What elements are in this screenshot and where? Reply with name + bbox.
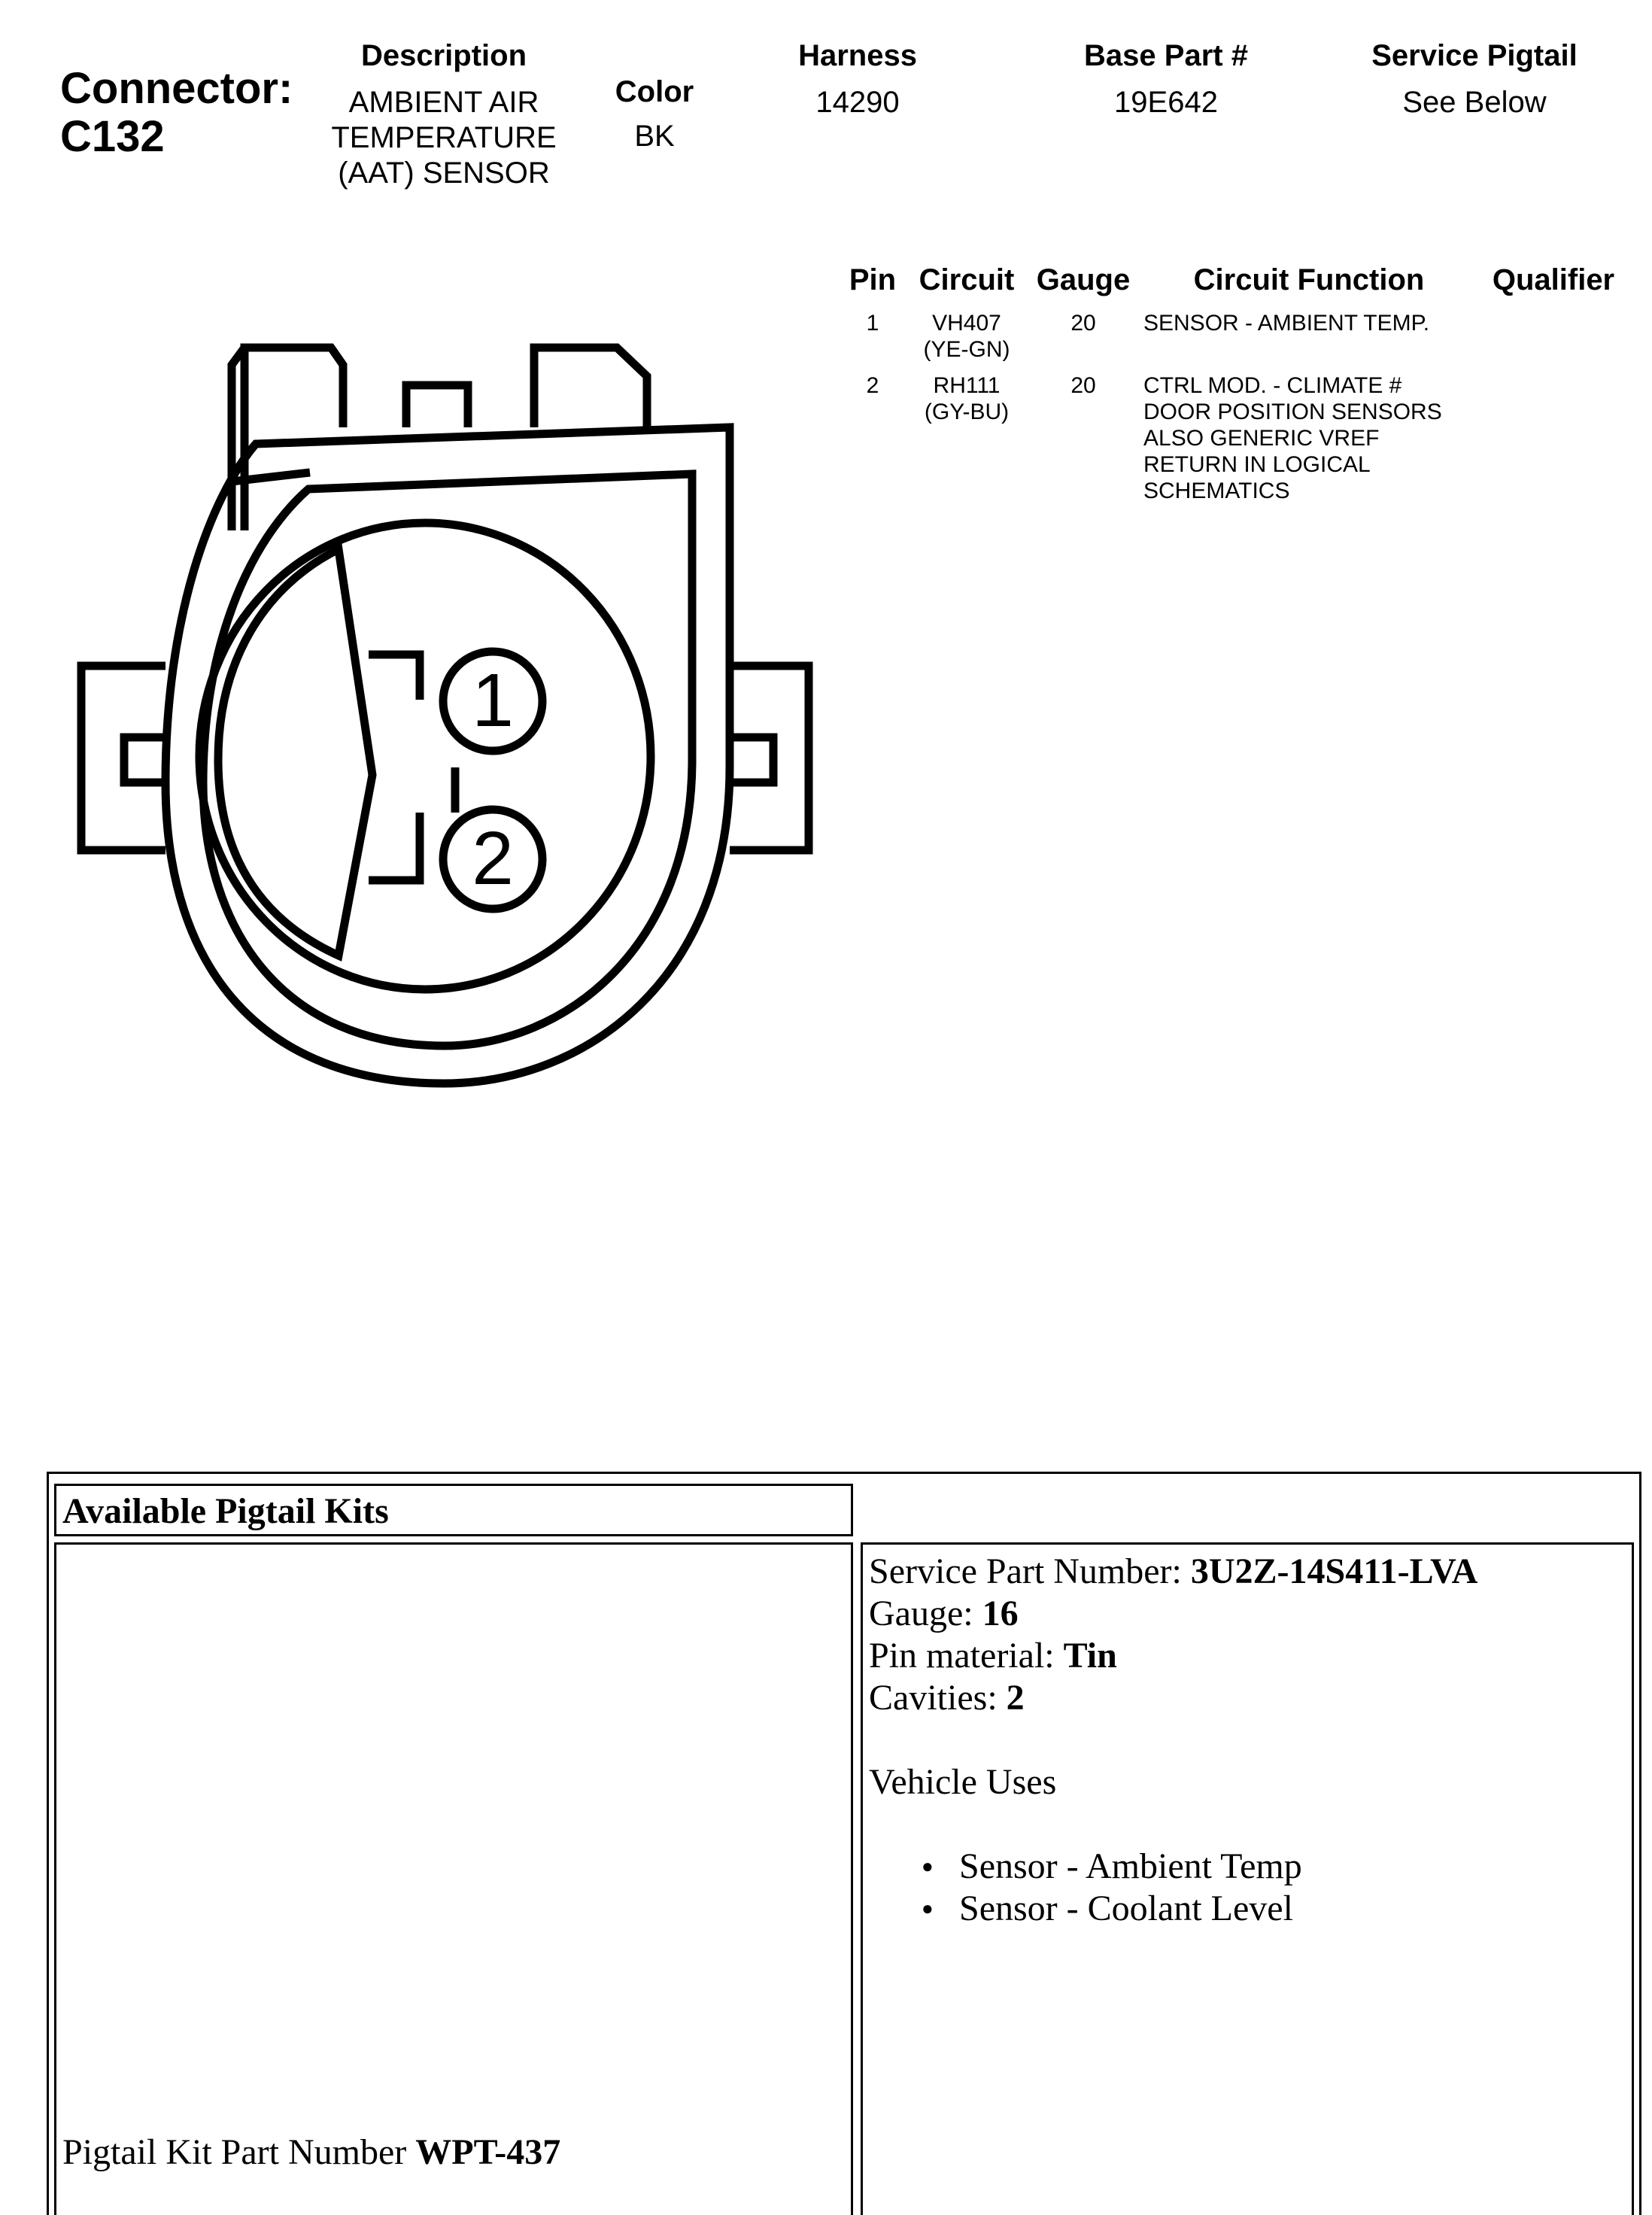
function-line: DOOR POSITION SENSORS (1143, 400, 1442, 424)
description-line: TEMPERATURE (331, 121, 557, 154)
cavities-row (869, 1677, 1621, 1719)
service-pigtail-value: See Below (1402, 86, 1547, 119)
vehicle-uses-label: Vehicle Uses (869, 1762, 1057, 1802)
right-ear-slot (730, 737, 773, 782)
inner-housing (203, 474, 692, 1046)
pin-2-label: 2 (472, 816, 514, 901)
description-line: AMBIENT AIR (348, 86, 539, 119)
function-line: CTRL MOD. - CLIMATE # (1143, 373, 1402, 398)
list-item: ● Sensor - Coolant Level (914, 1888, 1621, 1930)
col-header-circuit: Circuit (919, 263, 1015, 296)
pin-number: 1 (866, 311, 879, 336)
mating-face-oval (199, 523, 651, 989)
left-ear-slot (124, 737, 166, 782)
gauge-label: Gauge: (869, 1594, 982, 1633)
service-part-label: Service Part Number: (869, 1551, 1191, 1591)
pigtail-kit-part (62, 2131, 560, 2174)
vehicle-uses-list (914, 1846, 1621, 1930)
pin-material-label: Pin material: (869, 1636, 1064, 1676)
function-line: RETURN IN LOGICAL (1143, 452, 1371, 477)
gauge-value: 16 (982, 1594, 1019, 1633)
center-key-tab (406, 385, 468, 427)
service-pigtail-label: Service Pigtail (1371, 39, 1578, 72)
function-cell (1143, 310, 1474, 336)
circuit-id: RH111 (933, 373, 1001, 398)
pigtail-title-box (54, 1484, 853, 1536)
pin-1-lead (369, 655, 420, 700)
function-line: SCHEMATICS (1143, 479, 1290, 503)
pigtail-details-box (861, 1542, 1634, 2215)
right-latch-tab (534, 348, 647, 427)
kit-part-label: Pigtail Kit Part Number (62, 2132, 416, 2172)
base-part-label: Base Part # (1084, 39, 1248, 72)
harness-value: 14290 (815, 86, 900, 119)
pigtail-image-box (54, 1542, 853, 2215)
circuit-id: VH407 (932, 311, 1001, 336)
pin-2-lead (369, 813, 420, 880)
col-header-circuit-function: Circuit Function (1193, 263, 1425, 296)
circuit-color: (YE-GN) (923, 337, 1010, 362)
gauge-cell: 20 (1070, 373, 1096, 398)
col-header-pin: Pin (849, 263, 897, 296)
col-header-gauge: Gauge (1036, 263, 1131, 296)
color-value: BK (634, 120, 675, 153)
circuit-color: (GY-BU) (924, 400, 1010, 424)
connector-face-drawing (68, 331, 828, 1106)
color-label: Color (615, 75, 694, 108)
connector-diagram (68, 331, 828, 1106)
service-part-row (869, 1551, 1621, 1593)
pin-table (843, 263, 1640, 519)
cavities-value: 2 (1006, 1678, 1025, 1718)
function-cell (1143, 372, 1474, 504)
base-part-value: 19E642 (1114, 86, 1218, 119)
connector-label: Connector: (60, 64, 293, 113)
pin-material-value: Tin (1063, 1636, 1117, 1676)
function-line: ALSO GENERIC VREF (1143, 426, 1380, 451)
service-part-value: 3U2Z-14S411-LVA (1190, 1551, 1478, 1591)
pigtail-details (869, 1551, 1621, 1930)
circuit-cell (903, 310, 1031, 363)
connector-id: C132 (60, 112, 165, 161)
pin-material-row (869, 1635, 1621, 1677)
circuit-cell (903, 372, 1031, 425)
pigtail-title: Available Pigtail Kits (62, 1491, 389, 1531)
function-line: SENSOR - AMBIENT TEMP. (1143, 311, 1430, 336)
description-label: Description (360, 39, 527, 72)
pin-number: 2 (866, 373, 879, 398)
gauge-row (869, 1593, 1621, 1635)
gauge-cell: 20 (1070, 311, 1096, 336)
cavities-label: Cavities: (869, 1678, 1007, 1718)
list-item: ● Sensor - Ambient Temp (914, 1846, 1621, 1888)
connector-heading (60, 65, 293, 161)
description-value (301, 85, 587, 191)
description-line: (AAT) SENSOR (338, 156, 550, 190)
kit-part-value: WPT-437 (415, 2132, 561, 2172)
col-header-qualifier: Qualifier (1492, 263, 1615, 296)
pin-1-label: 1 (472, 658, 514, 743)
harness-label: Harness (798, 39, 917, 72)
